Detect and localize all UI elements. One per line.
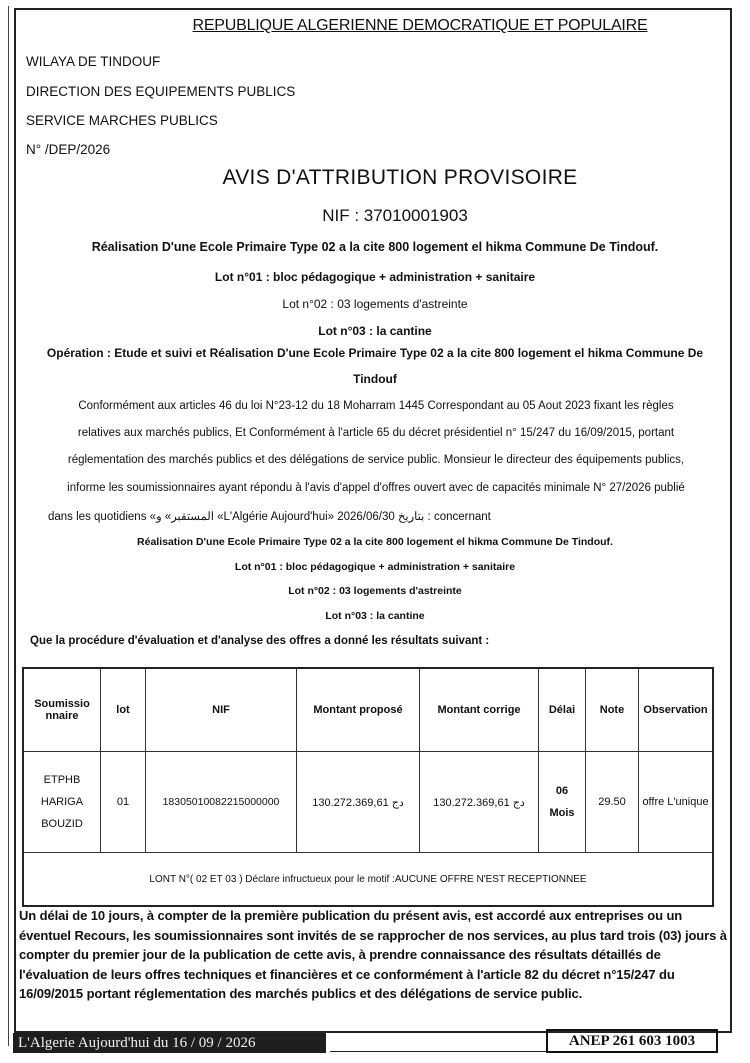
project-lot-2: Lot n°02 : 03 logements d'astreinte <box>282 297 468 311</box>
republic-heading: REPUBLIQUE ALGERIENNE DEMOCRATIQUE ET POPULAIRE <box>192 17 648 34</box>
table-footer-row <box>23 853 713 907</box>
col-header-amount-corrected: Montant corrige <box>420 668 539 752</box>
notice-title: AVIS D'ATTRIBUTION PROVISOIRE <box>222 166 578 189</box>
col-header-amount-proposed: Montant proposé <box>297 668 420 752</box>
body-line-4: informe les soumissionnaires ayant répondu à l'avis d'appel d'offres ouvert avec de capacités minimale N° 27/2026 publié <box>67 482 685 494</box>
project-repeat-lot-1: Lot n°01 : bloc pédagogique + administration + sanitaire <box>234 561 516 573</box>
col-header-bidder: Soumissio nnaire <box>23 668 101 752</box>
project-repeat-name: Réalisation D'une Ecole Primaire Type 02 a la cite 800 logement el hikma Commune De Tindouf. <box>137 536 613 548</box>
project-name: Réalisation D'une Ecole Primaire Type 02 a la cite 800 logement el hikma Commune De Tindouf. <box>91 240 659 254</box>
bidder-name-line-3: BOUZID <box>41 818 83 830</box>
project-lot-1: Lot n°01 : bloc pédagogique + administration + sanitaire <box>214 270 536 284</box>
amount-proposed-value: 130.272.369,61 <box>312 796 389 809</box>
cell-observation: offre L'unique <box>639 752 714 853</box>
publication-source: L'Algerie Aujourd'hui du 16 / 09 / 2026 <box>13 1033 326 1053</box>
project-repeat-lot-3: Lot n°03 : la cantine <box>325 610 425 622</box>
cell-lot: 01 <box>101 752 146 853</box>
nif-line: NIF : 37010001903 <box>322 206 468 225</box>
project-lot-3: Lot n°03 : la cantine <box>318 324 432 338</box>
col-header-delay: Délai <box>539 668 586 752</box>
col-header-lot: lot <box>101 668 146 752</box>
delay-unit: Mois <box>549 807 575 819</box>
operation-line-1: Opération : Etude et suivi et Réalisation D'une Ecole Primaire Type 02 a la cite 800 logement el hikma Commune De <box>46 346 704 360</box>
body-line-2: relatives aux marchés publics, Et Conformément à l'article 65 du décret présidentiel n° 15/247 du 16/09/2015, portant <box>77 427 675 439</box>
wilaya-line: WILAYA DE TINDOUF <box>26 54 161 69</box>
cell-bidder <box>23 752 101 853</box>
anep-reference: ANEP 261 603 1003 <box>546 1029 718 1053</box>
bidder-name-line-1: ETPHB <box>43 774 81 786</box>
bidder-name-line-2: HARIGA <box>40 796 84 808</box>
service-line: SERVICE MARCHES PUBLICS <box>26 113 218 128</box>
col-header-observation: Observation <box>639 668 714 752</box>
table-header-row <box>23 668 713 752</box>
delay-number: 06 <box>555 785 569 797</box>
col-header-note: Note <box>586 668 639 752</box>
cell-nif: 18305010082215000000 <box>146 752 297 853</box>
cell-amount-proposed <box>297 752 420 853</box>
operation-line-2: Tindouf <box>353 372 397 386</box>
appeal-notice: Un délai de 10 jours, à compter de la première publication du présent avis, est accordé aux entreprises ou un éventuel Recours, les soumissionnaires sont invités de se rapprocher de nos services, au plus tard trois (03) jours à compter du premier jour de la publication de cette avis, à prendre connaissance des résultats détaillés de l'évaluation de leurs offres techniques et financières et ce conformément à l'article 82 du décret n°15/247 du 16/09/2015 portant réglementation des marchés publics et des délégations de service public. <box>19 908 727 1001</box>
page-edge-line <box>2 6 9 1046</box>
body-line-5: dans les quotidiens «المستقبر» و «L'Algérie Aujourd'hui» بتاريخ 2026/06/30 : concernant <box>48 511 491 523</box>
col-header-nif: NIF <box>146 668 297 752</box>
footer-rule <box>330 1051 548 1052</box>
direction-line: DIRECTION DES EQUIPEMENTS PUBLICS <box>26 84 296 99</box>
reference-number: N° /DEP/2026 <box>26 142 111 157</box>
amount-corrected-value: 130.272.369,61 <box>433 796 510 809</box>
results-table <box>22 667 714 907</box>
body-line-1: Conformément aux articles 46 du loi N°23-12 du 18 Moharram 1445 Correspondant au 05 Aout 2023 fixant les règles <box>78 400 674 412</box>
results-intro: Que la procédure d'évaluation et d'analyse des offres a donné les résultats suivant : <box>30 635 490 647</box>
currency-label: دج <box>512 796 525 809</box>
cell-amount-corrected <box>420 752 539 853</box>
body-line-3: réglementation des marchés publics et des délégations de service public. Monsieur le directeur des équipements publics, <box>67 454 685 466</box>
currency-label: دج <box>391 796 404 809</box>
project-repeat-lot-2: Lot n°02 : 03 logements d'astreinte <box>288 585 462 597</box>
cell-delay <box>539 752 586 853</box>
table-row <box>23 752 713 853</box>
lots-declared-unsuccessful: LONT N°( 02 ET 03 ) Déclare infructueux pour le motif :AUCUNE OFFRE N'EST RECEPTIONNEE <box>23 853 713 907</box>
cell-note: 29.50 <box>586 752 639 853</box>
